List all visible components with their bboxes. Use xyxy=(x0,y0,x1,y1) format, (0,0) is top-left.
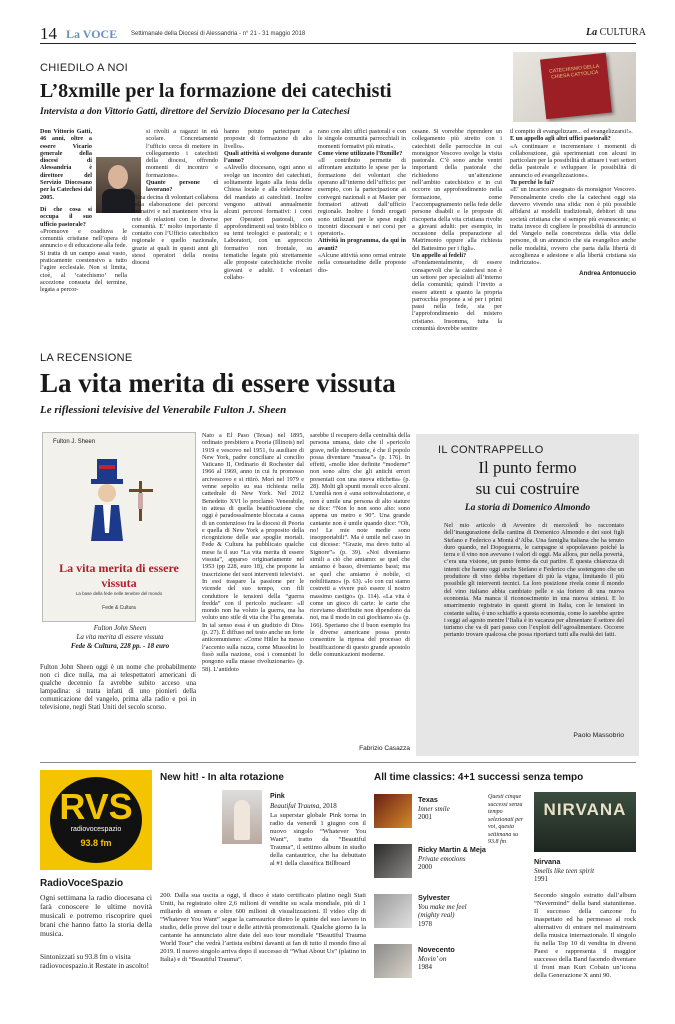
classic-title: You make me feel (mighty real) xyxy=(418,902,467,919)
article1-c5a: cesane. Si vorrebbe riprendere un collegamento più stretto con i catechisti delle parrocchie in cui monsignor Vescovo svolge la visita pastorale. C’è sono anche ventri importanti della pastorale che richiedono un’attenzione nell’ambito catechistico e in cui occorre un approfondimento nella formazione, come l’accompagnamento nella fede delle persone disabili e le proposte di riscoperta della vita cristiana rivolte a giovani adulti: per esempio, in occasione della preparazione al Matrimonio oppure alla richiesta del Battesimo per i figli». xyxy=(412,128,502,252)
article3-body: Nel mio articolo di Avvenire di mercoledì ho raccontato dell’inaugurazione della cantina di Domenico Almondo e dei suoi figli Stefano e Federico a Montà d’Alba. Una famiglia italiana che ha tenuto duro quando, nel Dopoguerra, le campagne si spopolavano poiché la terra e il vino non avevano i valori di oggi. Ma allora, pur nella povertà, c’era una visione, un punto fermo da cui partire. È questa chiarezza di intenti che hanno oggi anche Stefano e Federico che sostengono che un produttore di vino debba rispettare di più la vigna, limitando il più possibile gli interventi tecnici. La loro posizione rivela come il mondo del vino italiano abbia cambiato pelle e sia foriero di una nuova economia. Ma manca il riconoscimento in una nuova sintesi. E lo smarrimento registrato in questi giorni in Italia, con le tensioni in costante salita, è uno schiaffo a questa economia, come lo sarebbe aprire i seggi ad agosto mentre l’Italia è in vacanza per alimentare il settore del turismo che va di pari passo con l’exploit dell’agroalimentare. Occorre pertanto trovare qualcosa che possa riportarci tutti alla realtà dei fatti. xyxy=(444,522,624,639)
new-hit-year: 2018 xyxy=(322,801,337,810)
featured-title: Smells like teen spirit xyxy=(534,866,595,875)
nirvana-cover xyxy=(534,792,636,852)
article1-col1 xyxy=(40,128,127,294)
catechism-book xyxy=(540,53,612,120)
article1-col6 xyxy=(510,128,636,277)
book-cover xyxy=(42,432,196,622)
book-cover-author: Fulton J. Sheen xyxy=(53,439,96,445)
rvs-logo-freq: 93.8 fm xyxy=(80,838,112,848)
uncle-sam-illustration xyxy=(65,453,175,553)
article1-a2: «Una decina di volontari collabora nella elaborazione dei percorsi formativi e nel mantenere viva la rete di relazioni con le diverse comunità. E’ molto importante il contatto con l’Ufficio catechistico regionale e quello nazionale, grazie ai quali in questi anni gli stessi operatori della nostra diocesi xyxy=(132,193,218,267)
article3-subtitle: La storia di Domenico Almondo xyxy=(464,503,591,513)
article1-c3a: hanno potuto partecipare a proposte di formazione di alto livello». xyxy=(224,128,312,150)
rvs-logo-sub: radiovocespazio xyxy=(70,826,122,833)
classic-artist: Novecento xyxy=(418,945,455,954)
cd-sylvester xyxy=(374,894,412,928)
article1-a3: «Alivello diocesano, ogni anno si svolge un incontro dei catechisti, solitamente legato alla festa della Chiesa locale e alla celebrazione del mandato ai catechisti. Inoltre vengono attivati annualmente alcuni percorsi formativi: i corsi per Operatori pastorali, con approfondimenti sul testo biblico o su temi teologici e pastorali; e i Laboratori, con un approccio formativo non frontale, su tematiche legate più strettamente alle proposte catechistiche rivolte giovani e adulti. I volontari collabo- xyxy=(224,164,312,281)
radio-tune: Sintonizzati su 93.8 fm o visita radiovocespazio.it Restate in ascolto! xyxy=(40,952,150,970)
article1-a4: «Il contributo permette di affrontare anzitutto le spese per la formazione dei volontari che operano all’interno dell’ufficio: per esempio, con la partecipazione ai convegni nazionali e ai Master per formatori attivati dall’ufficio regionale. Inoltre i fondi erogati sono utilizzati per le spese negli incontri diocesani e nei corsi per operatori». xyxy=(318,157,406,238)
article1-c6a: il compito di evangelizzare... ed evangelizzarsi!». xyxy=(510,128,633,135)
article1-a6: «Fondamentalmente, di essere consapevoli che la catechesi non è un settore per specialisti all’interno della comunità; quindi l’invito a essere attenti a quanto la propria parrocchia propone a sé per i primi passi nella fede, sia per l’approfondimento del mistero cristiano. Insomma, tutta la comunità dovrebbe sentire xyxy=(412,259,502,333)
classic-title: Private emotions xyxy=(418,854,466,863)
classic-year: 1984 xyxy=(418,963,432,971)
article1-author: Andrea Antonuccio xyxy=(579,269,636,277)
article1-col3 xyxy=(224,128,312,281)
caption-author: Fulton John Sheen xyxy=(93,624,147,632)
classic-year: 2000 xyxy=(418,863,432,871)
article1-q1: Di che cosa si occupa il suo ufficio pastorale? xyxy=(40,205,92,228)
article1-col5 xyxy=(412,128,502,332)
article3-author: Paolo Massobrio xyxy=(573,732,624,739)
article2-author: Fabrizio Casazza xyxy=(359,745,410,752)
article1-subtitle: Intervista a don Vittorio Gatti, direttore del Servizio Diocesano per la Catechesi xyxy=(40,107,350,117)
cd-novecento xyxy=(374,944,412,978)
caption-publisher: Fede & Cultura, 228 pp. - 18 euro xyxy=(70,642,170,650)
article1-title: L’8xmille per la formazione dei catechisti xyxy=(40,80,392,102)
kicker-chiedilo: CHIEDILO A NOI xyxy=(40,62,128,74)
new-hit-info: Pink Beautiful Trauma, 2018 xyxy=(270,793,337,810)
featured-artist: Nirvana xyxy=(534,857,561,866)
classic-ricky xyxy=(418,846,486,872)
catechism-photo xyxy=(513,52,636,122)
book-cover-title: La vita merita di essere vissuta xyxy=(59,561,179,590)
pink-cover xyxy=(222,790,262,844)
classic-novecento xyxy=(418,946,455,972)
rvs-logo xyxy=(40,770,152,870)
section-title: La CULTURA xyxy=(586,27,646,38)
article1-q4: Come viene utilizzato l’8xmille? xyxy=(318,149,403,157)
featured-body: Secondo singolo estratto dall’album “Nevermind” della band statunitense. Il successo della canzone fu inaspettato ed ha permesso al rock alternativo di entrare nel mainstream della musica internazionale. Il singolo fu nella Top 10 di vendita in diversi Paesi e rappresenta il maggior successo della Band facendo diventare il front man Kurt Cobain un’icona della Generazione X anni 90. xyxy=(534,892,636,979)
classic-sylvester xyxy=(418,894,480,928)
section-label: CULTURA xyxy=(599,27,646,38)
article1-a7: «A continuare e incrementare i momenti di collaborazione, già sperimentati con alcuni in particolare per la possibilità di attuare i vari settori della pastorale e sviluppare le possibilità di annuncio ed evangelizzazione». xyxy=(510,142,636,179)
classic-year: 2001 xyxy=(418,813,432,821)
article1-c2a: si rivolti a ragazzi in età scolare. Concretamente l’ufficio cerca di mettere in collegamento i catechisti della diocesi, offrendo momenti di incontro e formazione». xyxy=(146,128,218,179)
featured-year: 1991 xyxy=(534,875,548,883)
article1-a8: «E’ un incarico assegnato da monsignor Vescovo. Personalmente credo che la catechesi oggi sia davvero vivendo una sfida: non è più possibile affidarsi ai modelli tradizionali, debitori di una società cristiana che si sempre più evanescente; si tratta invece di cogliere le possibilità di annuncio del Vangelo nella concretezza della vita delle persone, di un annuncio che sia evangelico anche nelle modalità, ovvero che parta dalla libertà di accoglienza e adesione e alla libertà cristiana sia indirizzato». xyxy=(510,186,636,267)
article1-a5: «Alcune attività sono ormai entrate nella consuetudine delle proposte dio- xyxy=(318,252,406,274)
article1-q3: Quali attività si svolgono durante l’anno? xyxy=(224,149,313,165)
article3-title-2: su cui costruire xyxy=(475,479,580,498)
featured-classic xyxy=(534,858,594,884)
article2-col1: Fulton John Sheen oggi è un nome che probabilmente non ci dice nulla, ma ai telespettatori americani di qualche decennio fa avrebbe subito acceso una lampadina: si tratta infatti di uno pionieri della comunicazione del vangelo, prima alla radio e poi in televisione, negli Stati Uniti del secolo scorso. xyxy=(40,664,196,711)
classic-texas xyxy=(418,796,450,822)
classic-artist: Ricky Martin & Meja xyxy=(418,845,486,854)
radio-name: RadioVoceSpazio xyxy=(40,878,124,889)
kicker-recensione: LA RECENSIONE xyxy=(40,352,133,364)
rvs-logo-main: RVS xyxy=(59,786,133,827)
classic-title: Inner smile xyxy=(418,804,450,813)
cd-texas xyxy=(374,794,412,828)
new-hit-artist: Pink xyxy=(270,793,285,800)
book-cover-title: CATECHISMO DELLA CHIESA CATTOLICA xyxy=(548,63,600,81)
article1-col2 xyxy=(132,128,218,267)
article1-q2: Quante persone ci lavorano? xyxy=(146,179,218,194)
new-hit-body-top: La superstar globale Pink torna in radio da venerdì 1 giugno con il nuovo singolo “Whatever You Want”, tratto da “Beautiful Trauma”, il settimo album in studio della cantautrice, che ha debuttato al #1 della classifica Billboard xyxy=(270,812,366,867)
article1-intro-text: Don Vittorio Gatti, 46 anni, oltre a essere Vicario generale della diocesi di Alessandria è direttore del Servizio Diocesano per la Catechesi dal 2005. xyxy=(40,128,92,201)
classics-header: All time classics: 4+1 successi senza tempo xyxy=(374,772,584,783)
book-cover-publisher: Fede & Cultura xyxy=(102,605,136,611)
nirvana-cover-text: NIRVANA xyxy=(543,800,627,819)
article1-a1: «Promuove e coadiuva le comunità cristiane nell’opera di annuncio e di educazione alla fede. Si tratta di un campo assai vasto, praticamente coestensivo a tutto l’agire ecclesiale. Non si limita, cioè, al ‘catechismo’ nella accezione consueta del termine, legata a percor- xyxy=(40,227,127,294)
book-caption xyxy=(42,624,198,651)
classic-title: Movin’ on xyxy=(418,954,447,963)
pink-cover-figure xyxy=(234,800,250,840)
article2-subtitle: Le riflessioni televisive del Venerabile Fulton J. Sheen xyxy=(40,404,287,416)
article3-title-1: Il punto fermo xyxy=(478,458,577,477)
new-hit-album: Beautiful Trauma xyxy=(270,801,320,810)
kicker-contrappello: IL CONTRAPPELLO xyxy=(438,444,544,456)
caption-title: La vita merita di essere vissuta xyxy=(76,633,164,641)
classic-year: 1978 xyxy=(418,919,432,928)
radio-body: Ogni settimana la radio diocesana ci farà conoscere le ultime novità musicali e potremo riscoprire quei brani che hanno fatto la storia della musica. xyxy=(40,893,152,938)
article1-q7: E un appello agli altri uffici pastorali? xyxy=(510,135,611,143)
article1-q8: Tu perché lo fai? xyxy=(510,179,555,187)
edition-line: Settimanale della Diocesi di Alessandria - n° 21 - 31 maggio 2018 xyxy=(131,31,306,37)
page-number: 14 xyxy=(40,24,57,43)
article1-q5: Attività in programma, da qui in avanti? xyxy=(318,237,406,252)
article2-title: La vita merita di essere vissuta xyxy=(40,368,396,398)
article1-q6: Un appello ai fedeli? xyxy=(412,252,467,260)
cd-ricky-martin xyxy=(374,844,412,878)
article1-intro xyxy=(40,128,92,201)
classic-artist: Sylvester xyxy=(418,893,450,902)
article1-c4a: rano con altri uffici pastorali e con le singole comunità parrocchiali in momenti formativi più mirati». xyxy=(318,128,406,150)
book-cover-subtitle: La base della fede nelle tenebre del mondo xyxy=(75,591,163,596)
article2-col2: Nato a El Paso (Texas) nel 1895, ordinato presbitero a Peoria (Illinois) nel 1919 e vescovo nel 1951, fu ausiliare di New York, padre conciliare al concilio Vaticano II, Ordinario di Rochester dal 1966 al 1969, anno in cui fu promosso arcivescovo e si ritirò. Morì nel 1979 e venne sepolto su sua richiesta nella cattedrale di New York. Nel 2012 Benedetto XVI lo proclamò Venerabile, in attesa di quella beatificazione che oggi è paradossalmente bloccata a causa di un contenzioso fra la diocesi di Peoria e quella di New York a proposito della ricognizione delle sue spoglie mortali. Fede & Cultura ha pubblicato qualche mese fa il suo “La vita merita di essere vissuta”, apparso originariamente nel 1953 (pp 228, euro 18), che propone la trascrizione dei suoi interventi televisivi. In essi traspare la passione per le vicende del suo tempo, con fili conduttore le tensioni della “guerra fredda” con il pericolo nucleare: «Il mondo non ha voluto la guerra, ma ha voluto uno stile di vita che l’ha generata. In tal senso essa è un giudizio di Dio» (p. 27). È diffuso nel testo anche un forte anticomunismo: «Come Hitler ha messo l’accento sulla razza, come Mussolini lo fissò sulla nazione, così i comunisti lo pongono sulla masse rivoluzionarie» (p. 58). L’antidoto xyxy=(202,432,304,673)
new-hit-body-bottom: 200. Dalla sua uscita a oggi, il disco è stato certificato platino negli Stati Uniti, ha registrato oltre 2,6 milioni di vendite su scala mondiale, più di 1 miliardo di stream e oltre 600 milioni di visualizzazioni. Il video clip di “Whatever You Want” segue la carreaurice dietro le quinte del suo lavoro in studio, delle prove del tour e delle attività promozionali. Qualche giorno fa la cantante ha annunciato altre date del suo tour mondiale “Beautiful Trauma World Tour” che vedrà l’artista esibirsi davanti ai fan di tutto il mondo fino al 2019. Il nuovo singolo arriva dopo il successo di “What About Us” (platino in Italia) e di “Beautiful Trauma”. xyxy=(160,892,366,963)
classic-artist: Texas xyxy=(418,795,438,804)
classics-note: Questi cinque successi senza tempo selezionati per voi, questa settimana su 93.8 fm xyxy=(488,794,524,845)
contrappello-box xyxy=(416,434,639,756)
article2-col3: sarebbe il recupero della centralità della persona umana, dato che il «pericolo grave, nelle democrazie, è che il popolo possa diventare “massa”» (p. 176). In effetti, «molte idee definite “moderne” non sono altro che gli antichi errori presentati con una nuova etichetta» (p. 28). Molti gli spunti morali ecco alcuni. L’umiltà non è «una sottovalutazione, e non è umile una persona di alto stature se dice: “Non lo non sono alto: sono appena un metro e 90”. Una grande cantante non è umile quando dice: “Oh, no! Le mie note medie sono insopportabili”. Ma è umile nel caso in cui dicesse: “Grazie, ma devo tutto al Signore”» (p. 39). «Noi diveniamo simili a ciò che amiamo: se quel che amiamo è basso, diveniamo bassi; ma se quel che amiamo è nobile, ci nobilitiamo» (p. 63). «Io con cui siamo costretti a vivere può essere il nostro massimo castigo» (p. 114). «La vita è come un gioco di carte: le carte che riceviamo distribuite non dipendono da noi, ma il modo in cui giochiamo sì» (p. 166). Speriamo che il buon esempio fra le diverse americane possa presto consentire la ripresa del processo di beatificazione di questo grande apostolo delle comunicazioni moderne. xyxy=(310,432,410,658)
article1-col4 xyxy=(318,128,406,274)
logo: La VOCE xyxy=(66,27,118,41)
new-hit-header: New hit! - In alta rotazione xyxy=(160,772,284,783)
